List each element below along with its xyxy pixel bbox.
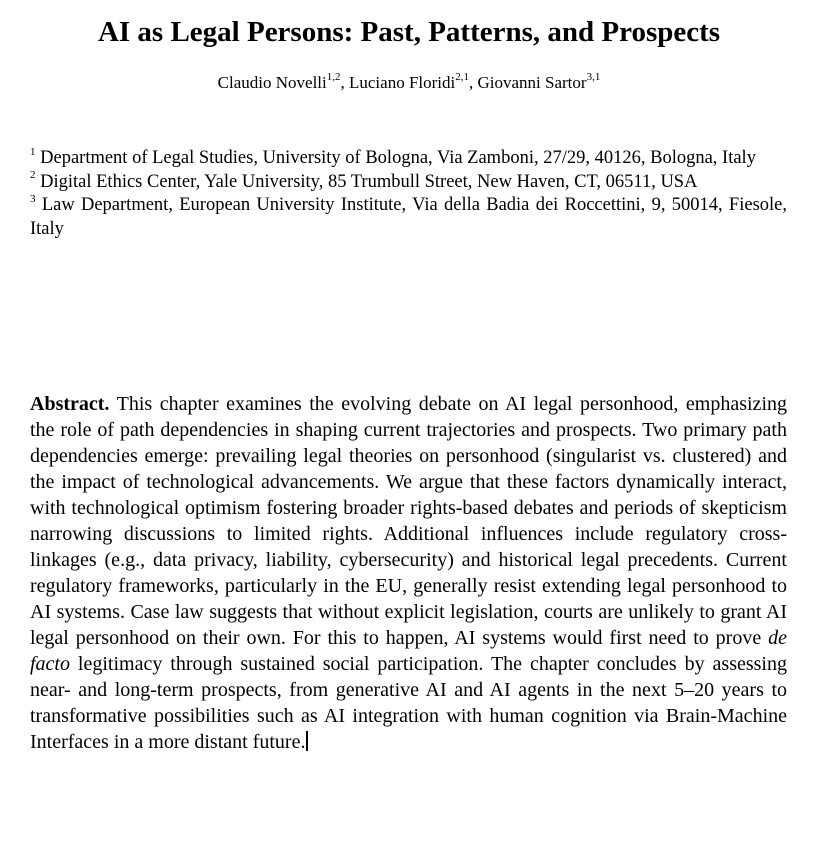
author-separator: , bbox=[468, 73, 478, 92]
author-line bbox=[0, 72, 818, 94]
author-affiliation-marker: 3,1 bbox=[586, 71, 601, 84]
affiliations-block bbox=[30, 147, 787, 241]
affiliation-text: Digital Ethics Center, Yale University, 85 Trumbull Street, New Haven, CT, 06511, USA bbox=[40, 171, 698, 192]
affiliation-entry bbox=[30, 171, 787, 195]
author-separator: , bbox=[340, 73, 349, 92]
abstract-italic-term: de facto bbox=[30, 627, 787, 675]
affiliation-text: Department of Legal Studies, University of Bologna, Via Zamboni, 27/29, 40126, Bologna, Italy bbox=[40, 148, 756, 168]
text-cursor bbox=[306, 731, 308, 751]
abstract-text: This chapter examines the evolving debate on AI legal personhood, emphasizing the role of path dependencies in shaping current trajectories and prospects. Two primary path dependencies emerge: prevailing legal theories on personhood (singularist vs. clustered) and the impact of technological advancements. We argue that these factors dynamically interact, with technological optimism fostering broader rights-based debates and periods of skepticism narrowing discussions to limited rights. Additional influences include regulatory cross-linkages (e.g., data privacy, liability, cybersecurity) and historical legal precedents. Current regulatory frameworks, particularly in the EU, generally resist extending legal personhood to AI systems. Case law suggests that without explicit legislation, courts are unlikely to grant AI legal personhood on their own. For this to happen, AI systems would first need to prove bbox=[30, 393, 787, 649]
affiliation-marker: 1 bbox=[30, 145, 36, 158]
abstract-label: Abstract. bbox=[30, 393, 110, 415]
abstract-paragraph[interactable] bbox=[30, 391, 787, 755]
author-affiliation-marker: 1,2 bbox=[326, 71, 341, 84]
abstract-text-continued: legitimacy through sustained social participation. The chapter concludes by assessing near- and long-term prospects, from generative AI and AI agents in the next 5–20 years to transformative possibilities such as AI integration with human cognition via Brain-Machine Interfaces in a more distant future. bbox=[30, 653, 787, 753]
author-name: Luciano Floridi bbox=[349, 73, 456, 92]
author-name: Giovanni Sartor bbox=[477, 73, 587, 92]
paper-title: AI as Legal Persons: Past, Patterns, and Prospects bbox=[97, 16, 721, 48]
author-affiliation-marker: 2,1 bbox=[455, 71, 469, 84]
affiliation-marker: 2 bbox=[30, 169, 36, 182]
author-name: Claudio Novelli bbox=[217, 73, 327, 92]
affiliation-entry bbox=[30, 147, 787, 171]
affiliation-entry bbox=[30, 194, 787, 241]
affiliation-text: Law Department, European University Institute, Via della Badia dei Roccettini, 9, 50014, Fiesole, Italy bbox=[30, 195, 787, 239]
affiliation-marker: 3 bbox=[30, 192, 36, 205]
